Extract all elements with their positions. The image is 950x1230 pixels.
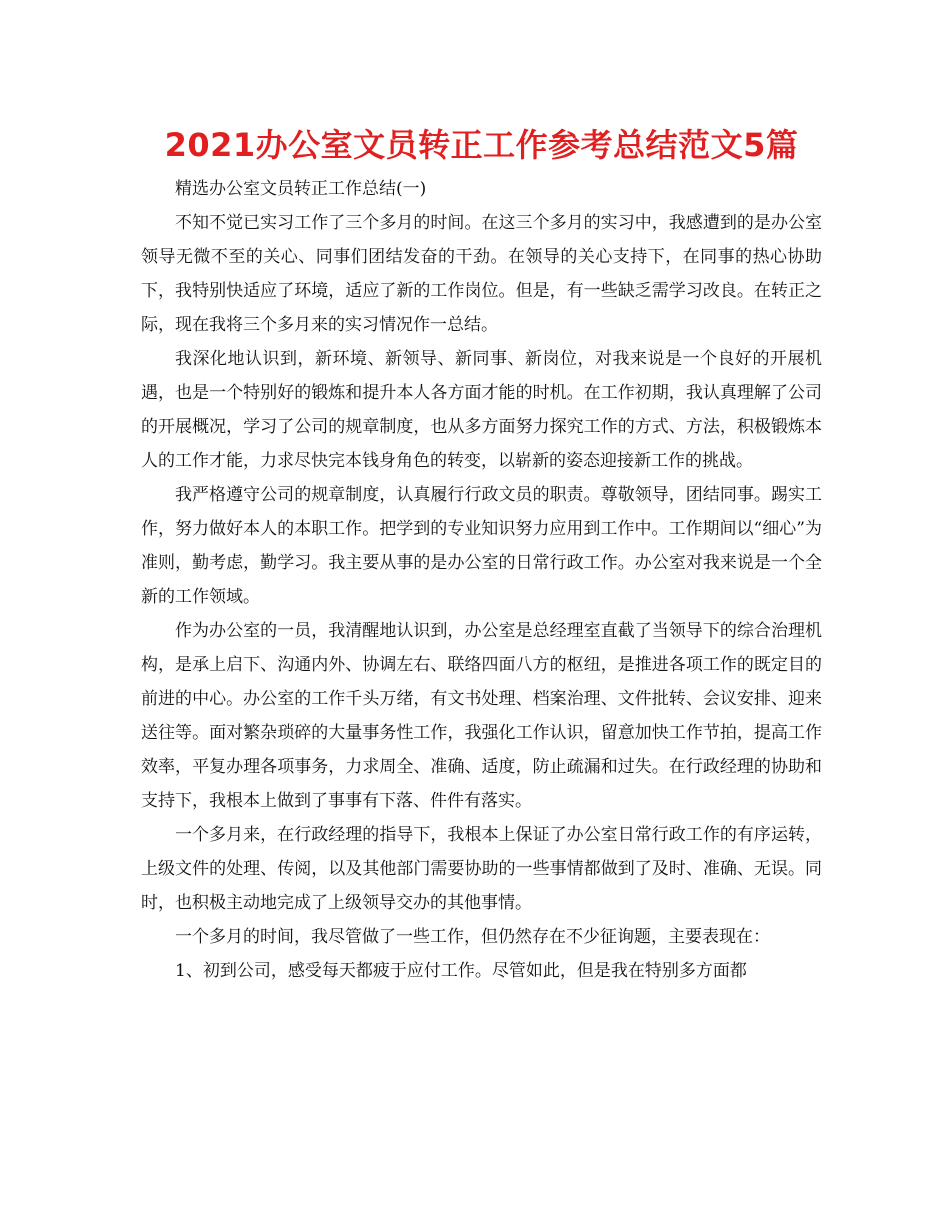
section-subtitle: 精选办公室文员转正工作总结(一) — [175, 179, 427, 199]
body-paragraph-7: 1、初到公司，感受每天都疲于应付工作。尽管如此，但是我在特别多方面都 — [175, 961, 747, 981]
body-paragraph-5: 一个多月来，在行政经理的指导下，我根本上保证了办公室日常行政工作的有序运转，上级文件的处理、传阅，以及其他部门需要协助的一些事情都做到了及时、准确、无误。同时，也积极主动地完成了上级领导交办的其他事情。 — [141, 825, 822, 913]
body-paragraph-3: 我严格遵守公司的规章制度，认真履行行政文员的职责。尊敬领导，团结同事。踢实工作，努力做好本人的本职工作。把学到的专业知识努力应用到工作中。工作期间以“细心”为准则，勤考虑，勤学习。我主要从事的是办公室的日常行政工作。办公室对我来说是一个全新的工作领域。 — [141, 485, 822, 607]
body-paragraph-2: 我深化地认识到，新环境、新领导、新同事、新岗位，对我来说是一个良好的开展机遇，也是一个特别好的锻炼和提升本人各方面才能的时机。在工作初期，我认真理解了公司的开展概况，学习了公司的规章制度，也从多方面努力探究工作的方式、方法，积极锻炼本人的工作才能，力求尽快完本钱身角色的转变，以崭新的姿态迎接新工作的挑战。 — [141, 349, 822, 471]
body-paragraph-6: 一个多月的时间，我尽管做了一些工作，但仍然存在不少征询题，主要表现在： — [175, 927, 770, 947]
body-paragraph-1: 不知不觉已实习工作了三个多月的时间。在这三个多月的实习中，我感遭到的是办公室领导无微不至的关心、同事们团结发奋的干劲。在领导的关心支持下，在同事的热心协助下，我特别快适应了环境，适应了新的工作岗位。但是，有一些缺乏需学习改良。在转正之际，现在我将三个多月来的实习情况作一总结。 — [141, 213, 822, 335]
body-paragraph-4: 作为办公室的一员，我清醒地认识到，办公室是总经理室直截了当领导下的综合治理机构，是承上启下、沟通内外、协调左右、联络四面八方的枢纽，是推进各项工作的既定目的前进的中心。办公室的工作千头万绪，有文书处理、档案治理、文件批转、会议安排、迎来送往等。面对繁杂琐碎的大量事务性工作，我强化工作认识，留意加快工作节拍，提高工作效率，平复办理各项事务，力求周全、准确、适度，防止疏漏和过失。在行政经理的协助和支持下，我根本上做到了事事有下落、件件有落实。 — [141, 621, 822, 811]
document-title: 2021办公室文员转正工作参考总结范文5篇 — [164, 126, 799, 164]
